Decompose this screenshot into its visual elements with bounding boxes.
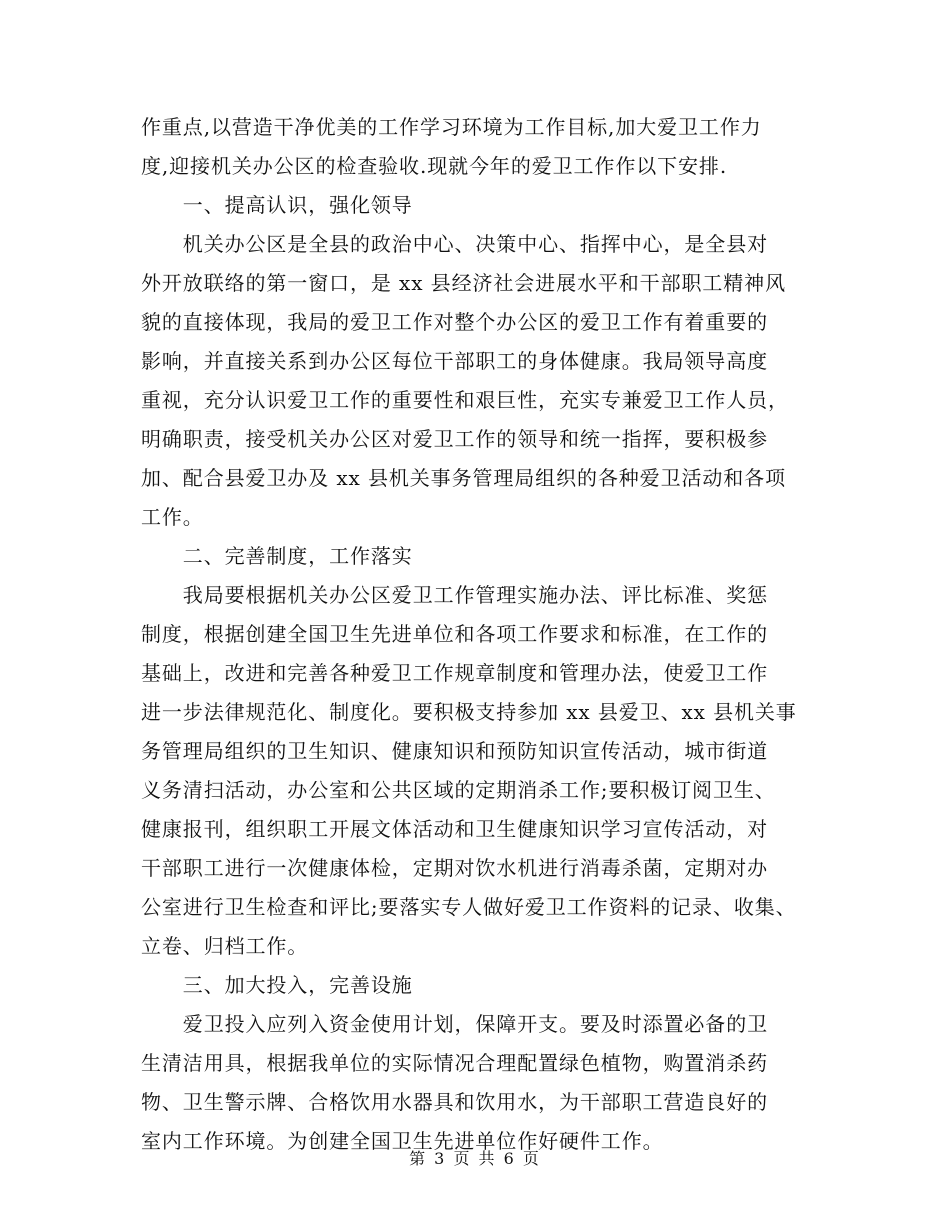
section-heading: 三、加大投入，完善设施	[141, 973, 413, 997]
section-heading: 二、完善制度，工作落实	[141, 544, 413, 568]
text-line: 务管理局组织的卫生知识、健康知识和预防知识宣传活动，城市街道	[141, 739, 768, 763]
text-line: 加、配合县爱卫办及 xx 县机关事务管理局组织的各种爱卫活动和各项	[141, 466, 786, 490]
text-line: 公室进行卫生检查和评比;要落实专人做好爱卫工作资料的记录、收集、	[141, 895, 797, 919]
text-line: 物、卫生警示牌、合格饮用水器具和饮用水，为干部职工营造良好的	[141, 1090, 768, 1114]
section-heading: 一、提高认识，强化领导	[141, 193, 413, 217]
text-line: 干部职工进行一次健康体检，定期对饮水机进行消毒杀菌，定期对办	[141, 856, 768, 880]
text-line: 基础上，改进和完善各种爱卫工作规章制度和管理办法，使爱卫工作	[141, 661, 768, 685]
text-line: 健康报刊，组织职工开展文体活动和卫生健康知识学习宣传活动，对	[141, 817, 768, 841]
text-line: 貌的直接体现，我局的爱卫工作对整个办公区的爱卫工作有着重要的	[141, 310, 768, 334]
text-line: 生清洁用具，根据我单位的实际情况合理配置绿色植物，购置消杀药	[141, 1051, 768, 1075]
text-line: 我局要根据机关办公区爱卫工作管理实施办法、评比标准、奖惩	[141, 583, 768, 607]
text-line: 义务清扫活动，办公室和公共区域的定期消杀工作;要积极订阅卫生、	[141, 778, 776, 802]
text-line: 度,迎接机关办公区的检查验收.现就今年的爱卫工作作以下安排.	[141, 154, 728, 178]
text-line: 立卷、归档工作。	[141, 934, 309, 958]
text-line: 进一步法律规范化、制度化。要积极支持参加 xx 县爱卫、xx 县机关事	[141, 700, 797, 724]
page-footer: 第 3 页 共 6 页	[409, 1149, 541, 1168]
text-line: 爱卫投入应列入资金使用计划，保障开支。要及时添置必备的卫	[141, 1012, 768, 1036]
text-line: 工作。	[141, 505, 204, 529]
text-line: 作重点,以营造干净优美的工作学习环境为工作目标,加大爱卫工作力	[141, 115, 762, 139]
text-line: 机关办公区是全县的政治中心、决策中心、指挥中心，是全县对	[141, 232, 768, 256]
text-line: 明确职责，接受机关办公区对爱卫工作的领导和统一指挥，要积极参	[141, 427, 768, 451]
text-line: 影响，并直接关系到办公区每位干部职工的身体健康。我局领导高度	[141, 349, 768, 373]
text-line: 制度，根据创建全国卫生先进单位和各项工作要求和标准，在工作的	[141, 622, 768, 646]
text-line: 室内工作环境。为创建全国卫生先进单位作好硬件工作。	[141, 1129, 664, 1153]
text-line: 外开放联络的第一窗口，是 xx 县经济社会进展水平和干部职工精神风	[141, 271, 786, 295]
text-line: 重视，充分认识爱卫工作的重要性和艰巨性，充实专兼爱卫工作人员，	[141, 388, 789, 412]
